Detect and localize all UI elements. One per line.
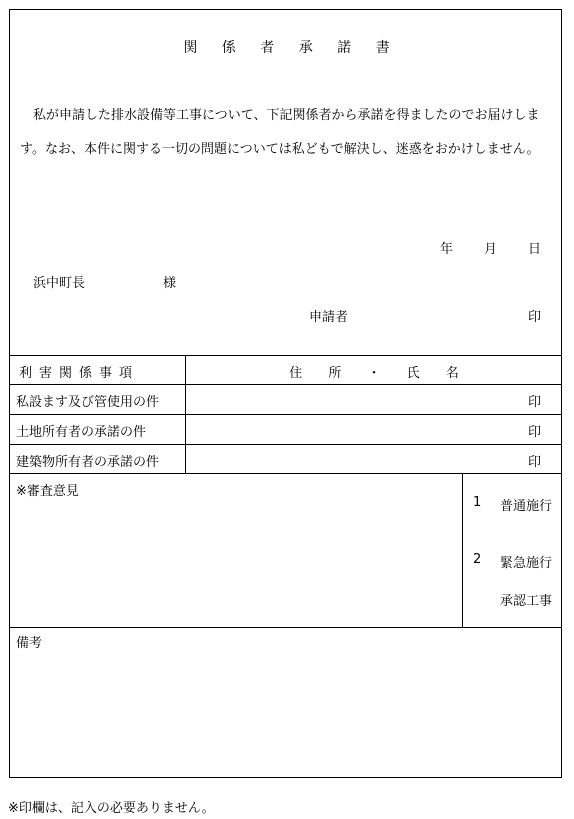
row-label-landowner: 土地所有者の承諾の件 — [16, 425, 147, 440]
header-interest-matters — [19, 362, 176, 381]
divider-line — [9, 444, 562, 445]
column-divider — [462, 473, 463, 627]
divider-line — [9, 627, 562, 628]
row-label-building-owner: 建築物所有者の承諾の件 — [16, 455, 160, 470]
date-day: 日 — [528, 242, 542, 257]
divider-line — [9, 473, 562, 474]
remarks-label: 備考 — [16, 636, 43, 651]
row-seal: 印 — [528, 425, 542, 440]
row-seal: 印 — [528, 395, 542, 410]
option2-text: 緊急施行 — [500, 556, 553, 571]
row-seal: 印 — [528, 455, 542, 470]
row-label-private-pipe: 私設ます及び管使用の件 — [16, 395, 160, 410]
addressee: 浜中町長 — [33, 276, 86, 291]
divider-line — [9, 355, 562, 356]
header-address-name: 住 所 ・ 氏 名 — [289, 366, 459, 381]
date-year: 年 — [440, 242, 454, 257]
applicant-label: 申請者 — [309, 310, 349, 325]
option1-number: 1 — [473, 495, 482, 510]
option3-text: 承認工事 — [500, 594, 553, 609]
footnote: ※印欄は、記入の必要ありません。 — [8, 801, 215, 816]
document-title: 関 係 者 承 諾 書 — [183, 40, 391, 56]
honorific: 様 — [163, 276, 177, 291]
divider-line — [9, 414, 562, 415]
body-paragraph: 私が申請した排水設備等工事について、下記関係者から承諾を得ましたのでお届けします。なお、本件に関する一切の問題については私どもで解決し、迷惑をおかけしません。 — [20, 108, 540, 157]
divider-line — [9, 384, 562, 385]
applicant-seal: 印 — [528, 310, 542, 325]
date-month: 月 — [484, 242, 498, 257]
header-label: 利害関係事項 — [19, 366, 140, 381]
review-opinion-label: ※審査意見 — [16, 484, 79, 499]
option1-text: 普通施行 — [500, 499, 553, 514]
option2-number: 2 — [473, 552, 482, 567]
